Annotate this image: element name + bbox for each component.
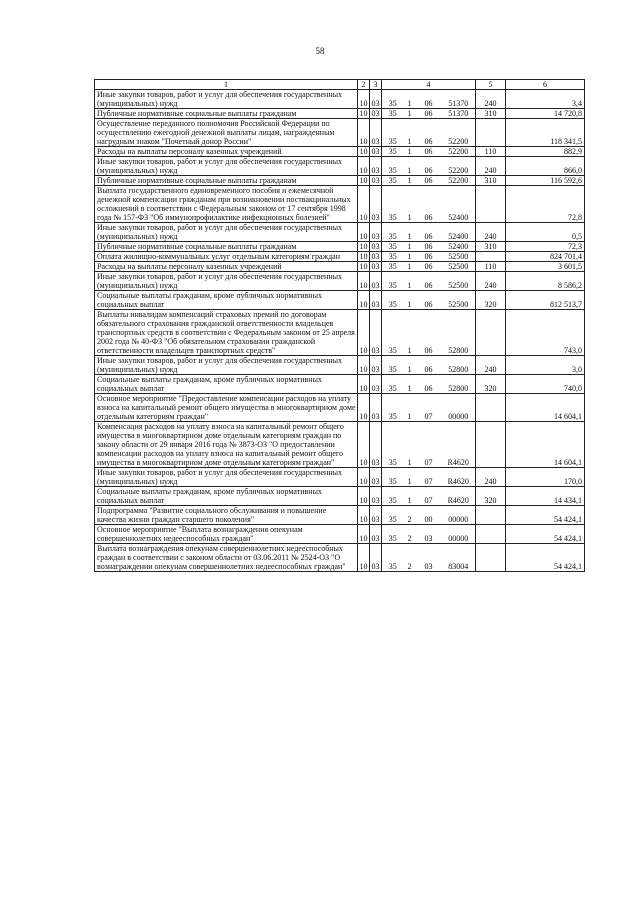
table-row [95, 310, 585, 356]
measure-code-cell: 06 [416, 109, 442, 119]
expense-type-cell [476, 506, 506, 525]
row-name-cell: Выплата вознаграждения опекунам совершеннолетних недееспособных граждан в соответствии с законом области от 03.06.2011 № 2524-ОЗ "О вознаграждении опекунам совершеннолетних недееспособных граждан" [95, 544, 358, 572]
direction-code-cell: 00000 [442, 506, 476, 525]
subsection-code-cell: 03 [371, 109, 380, 118]
direction-code-cell: 52800 [442, 375, 476, 394]
program-code-cell: 35 [382, 119, 404, 147]
page-number: 58 [315, 46, 325, 56]
subprogram-code-cell: 1 [404, 394, 416, 422]
amount-cell: 14 604,1 [506, 422, 585, 468]
measure-code-cell: 00 [416, 506, 442, 525]
section-code-cell: 10 [358, 394, 370, 422]
amount-cell: 866,0 [506, 157, 585, 176]
section-code-cell: 10 [358, 223, 370, 242]
direction-code-cell: 52500 [442, 252, 476, 262]
amount-cell: 14 434,1 [506, 487, 585, 506]
direction-code-cell: 52800 [442, 310, 476, 356]
program-code-cell: 35 [382, 525, 404, 544]
header-col-3: 3 [370, 80, 382, 90]
subsection-code-cell: 03 [370, 468, 382, 487]
row-name-cell: Публичные нормативные социальные выплаты гражданам [95, 242, 358, 252]
expense-type-cell: 320 [476, 291, 506, 310]
row-name-cell: Расходы на выплаты персоналу казенных учреждений [95, 262, 358, 272]
section-code-cell: 10 [359, 242, 368, 251]
direction-code-cell: 52400 [442, 223, 476, 242]
subsection-code-cell: 03 [370, 525, 382, 544]
expense-type-cell [476, 186, 506, 223]
measure-code-cell: 06 [416, 262, 442, 272]
program-code-cell: 35 [382, 310, 404, 356]
subprogram-code-cell: 1 [404, 176, 416, 186]
table-row [95, 525, 585, 544]
direction-code-cell: R4620 [442, 422, 476, 468]
subsection-code-cell: 03 [370, 394, 382, 422]
subsection-code-cell: 03 [371, 147, 380, 156]
direction-code-cell: 52200 [442, 157, 476, 176]
direction-code-cell: R4620 [442, 487, 476, 506]
program-code-cell: 35 [382, 422, 404, 468]
expense-type-cell: 320 [476, 487, 506, 506]
subsection-code-cell: 03 [370, 375, 382, 394]
expense-type-cell [476, 525, 506, 544]
subprogram-code-cell: 2 [404, 544, 416, 572]
expense-type-cell: 240 [476, 272, 506, 291]
amount-cell: 54 424,1 [506, 544, 585, 572]
subprogram-code-cell: 1 [404, 109, 416, 119]
program-code-cell: 35 [382, 262, 404, 272]
section-code-cell: 10 [358, 422, 370, 468]
expense-type-cell: 240 [476, 90, 506, 109]
section-code-cell: 10 [358, 468, 370, 487]
direction-code-cell: 52200 [442, 147, 476, 157]
subprogram-code-cell: 1 [404, 310, 416, 356]
section-code-cell: 10 [358, 544, 370, 572]
expense-type-cell [476, 310, 506, 356]
amount-cell: 3,4 [506, 90, 585, 109]
expense-type-cell: 110 [476, 147, 506, 157]
amount-cell: 8 586,2 [506, 272, 585, 291]
subprogram-code-cell: 1 [404, 223, 416, 242]
expense-type-cell [476, 422, 506, 468]
subprogram-code-cell: 1 [404, 252, 416, 262]
section-code-cell: 10 [358, 291, 370, 310]
program-code-cell: 35 [382, 157, 404, 176]
program-code-cell: 35 [382, 147, 404, 157]
direction-code-cell: 52500 [442, 272, 476, 291]
subsection-code-cell: 03 [370, 223, 382, 242]
table-row [95, 186, 585, 223]
program-code-cell: 35 [382, 468, 404, 487]
header-col-1: 1 [95, 80, 358, 90]
amount-cell: 54 424,1 [506, 525, 585, 544]
table-row [95, 487, 585, 506]
amount-cell: 743,0 [506, 310, 585, 356]
row-name-cell: Осуществление переданного полномочия Российской Федерации по осуществлению ежегодной денежной выплаты лицам, награжденным нагрудным знаком "Почетный донор России" [95, 119, 358, 147]
expense-type-cell: 240 [476, 468, 506, 487]
subprogram-code-cell: 1 [404, 90, 416, 109]
section-code-cell: 10 [358, 525, 370, 544]
subsection-code-cell: 03 [371, 252, 380, 261]
direction-code-cell: 51370 [442, 90, 476, 109]
measure-code-cell: 07 [416, 487, 442, 506]
subsection-code-cell: 03 [370, 90, 382, 109]
subsection-code-cell: 03 [370, 157, 382, 176]
measure-code-cell: 06 [416, 176, 442, 186]
program-code-cell: 35 [382, 291, 404, 310]
measure-code-cell: 06 [416, 186, 442, 223]
header-row [95, 80, 585, 90]
section-code-cell: 10 [358, 356, 370, 375]
subsection-code-cell: 03 [370, 506, 382, 525]
row-name-cell: Основное мероприятие "Выплата вознаграждения опекунам совершеннолетних недееспособных граждан" [95, 525, 358, 544]
table-row [95, 506, 585, 525]
table-row [95, 262, 585, 272]
direction-code-cell: 52400 [442, 242, 476, 252]
amount-cell: 116 592,6 [506, 176, 585, 186]
amount-cell: 3 601,5 [506, 262, 585, 272]
amount-cell: 14 720,8 [506, 109, 585, 119]
expense-type-cell: 240 [476, 223, 506, 242]
row-name-cell: Публичные нормативные социальные выплаты гражданам [95, 176, 358, 186]
measure-code-cell: 07 [416, 394, 442, 422]
subsection-code-cell: 03 [370, 310, 382, 356]
measure-code-cell: 06 [416, 242, 442, 252]
row-name-cell: Иные закупки товаров, работ и услуг для обеспечения государственных (муниципальных) нужд [95, 468, 358, 487]
expense-type-cell: 320 [476, 375, 506, 394]
subprogram-code-cell: 1 [404, 375, 416, 394]
direction-code-cell: 52200 [442, 119, 476, 147]
section-code-cell: 10 [358, 310, 370, 356]
direction-code-cell: 00000 [442, 394, 476, 422]
row-name-cell: Иные закупки товаров, работ и услуг для обеспечения государственных (муниципальных) нужд [95, 157, 358, 176]
section-code-cell: 10 [358, 157, 370, 176]
amount-cell: 54 424,1 [506, 506, 585, 525]
measure-code-cell: 06 [416, 252, 442, 262]
table-row [95, 119, 585, 147]
subprogram-code-cell: 2 [404, 525, 416, 544]
measure-code-cell: 06 [416, 356, 442, 375]
measure-code-cell: 07 [416, 468, 442, 487]
measure-code-cell: 06 [416, 272, 442, 291]
subprogram-code-cell: 1 [404, 272, 416, 291]
program-code-cell: 35 [382, 375, 404, 394]
amount-cell: 824 701,4 [506, 252, 585, 262]
section-code-cell: 10 [358, 119, 370, 147]
measure-code-cell: 06 [416, 157, 442, 176]
subsection-code-cell: 03 [371, 176, 380, 185]
direction-code-cell: 52500 [442, 291, 476, 310]
amount-cell: 170,0 [506, 468, 585, 487]
budget-table [94, 79, 585, 572]
table-row [95, 272, 585, 291]
subsection-code-cell: 03 [370, 272, 382, 291]
table-row [95, 176, 585, 186]
amount-cell: 882,9 [506, 147, 585, 157]
section-code-cell: 10 [358, 506, 370, 525]
amount-cell: 3,0 [506, 356, 585, 375]
table-row [95, 147, 585, 157]
direction-code-cell: 52200 [442, 176, 476, 186]
row-name-cell: Социальные выплаты гражданам, кроме публичных нормативных социальных выплат [95, 375, 358, 394]
subprogram-code-cell: 1 [404, 487, 416, 506]
section-code-cell: 10 [359, 109, 368, 118]
program-code-cell: 35 [382, 394, 404, 422]
subsection-code-cell: 03 [370, 487, 382, 506]
program-code-cell: 35 [382, 223, 404, 242]
table-row [95, 109, 585, 119]
measure-code-cell: 06 [416, 147, 442, 157]
subprogram-code-cell: 1 [404, 356, 416, 375]
subsection-code-cell: 03 [370, 544, 382, 572]
section-code-cell: 10 [358, 186, 370, 223]
direction-code-cell: 00000 [442, 525, 476, 544]
program-code-cell: 35 [382, 506, 404, 525]
direction-code-cell: 52800 [442, 356, 476, 375]
amount-cell: 118 341,5 [506, 119, 585, 147]
subsection-code-cell: 03 [370, 422, 382, 468]
subsection-code-cell: 03 [370, 291, 382, 310]
measure-code-cell: 06 [416, 119, 442, 147]
subprogram-code-cell: 1 [404, 157, 416, 176]
section-code-cell: 10 [358, 272, 370, 291]
expense-type-cell: 310 [476, 176, 506, 186]
table-row [95, 291, 585, 310]
subprogram-code-cell: 2 [404, 506, 416, 525]
program-code-cell: 35 [382, 90, 404, 109]
amount-cell: 740,0 [506, 375, 585, 394]
direction-code-cell: 83004 [442, 544, 476, 572]
expense-type-cell: 240 [476, 157, 506, 176]
section-code-cell: 10 [358, 487, 370, 506]
amount-cell: 72,8 [506, 186, 585, 223]
amount-cell: 812 513,7 [506, 291, 585, 310]
section-code-cell: 10 [358, 90, 370, 109]
table-row [95, 242, 585, 252]
program-code-cell: 35 [382, 242, 404, 252]
program-code-cell: 35 [382, 356, 404, 375]
direction-code-cell: 51370 [442, 109, 476, 119]
table-row [95, 468, 585, 487]
row-name-cell: Подпрограмма "Развитие социального обслуживания и повышение качества жизни граждан старшего поколения" [95, 506, 358, 525]
header-col-5: 5 [476, 80, 506, 90]
measure-code-cell: 03 [416, 525, 442, 544]
row-name-cell: Оплата жилищно-коммунальных услуг отдельным категориям граждан [95, 252, 358, 262]
subprogram-code-cell: 1 [404, 468, 416, 487]
program-code-cell: 35 [382, 176, 404, 186]
header-col-4: 4 [382, 80, 476, 90]
measure-code-cell: 06 [416, 310, 442, 356]
expense-type-cell [476, 394, 506, 422]
row-name-cell: Публичные нормативные социальные выплаты гражданам [95, 109, 358, 119]
section-code-cell: 10 [359, 262, 368, 271]
subsection-code-cell: 03 [370, 356, 382, 375]
table-row [95, 394, 585, 422]
amount-cell: 72,3 [506, 242, 585, 252]
measure-code-cell: 06 [416, 223, 442, 242]
amount-cell: 14 604,1 [506, 394, 585, 422]
subsection-code-cell: 03 [371, 242, 380, 251]
expense-type-cell: 240 [476, 356, 506, 375]
table-row [95, 544, 585, 572]
table-row [95, 252, 585, 262]
row-name-cell: Выплаты инвалидам компенсаций страховых премий по договорам обязательного страхования гражданской ответственности владельцев транспортных средств в соответствии с Федеральным законом от 25 апреля 2002 года № 40-ФЗ "Об обязательном страховании гражданской ответственности владельцев транспортных средств" [95, 310, 358, 356]
program-code-cell: 35 [382, 252, 404, 262]
measure-code-cell: 07 [416, 422, 442, 468]
program-code-cell: 35 [382, 272, 404, 291]
row-name-cell: Иные закупки товаров, работ и услуг для обеспечения государственных (муниципальных) нужд [95, 223, 358, 242]
section-code-cell: 10 [359, 176, 368, 185]
direction-code-cell: R4620 [442, 468, 476, 487]
measure-code-cell: 06 [416, 375, 442, 394]
expense-type-cell [476, 252, 506, 262]
program-code-cell: 35 [382, 186, 404, 223]
amount-cell: 0,5 [506, 223, 585, 242]
row-name-cell: Компенсация расходов на уплату взноса на капитальный ремонт общего имущества в многоквартирном доме отдельным категориям граждан по закону области от 29 января 2016 года № 3873-ОЗ "О предоставлении компенсации расходов на уплату взноса на капитальный ремонт общего имущества в многоквартирном доме отдельным категориям граждан" [95, 422, 358, 468]
subprogram-code-cell: 1 [404, 262, 416, 272]
program-code-cell: 35 [382, 544, 404, 572]
table-body [95, 90, 585, 572]
direction-code-cell: 52400 [442, 186, 476, 223]
expense-type-cell: 310 [476, 109, 506, 119]
measure-code-cell: 03 [416, 544, 442, 572]
section-code-cell: 10 [358, 375, 370, 394]
expense-type-cell [476, 119, 506, 147]
subprogram-code-cell: 1 [404, 186, 416, 223]
subsection-code-cell: 03 [370, 119, 382, 147]
subsection-code-cell: 03 [370, 186, 382, 223]
direction-code-cell: 52500 [442, 262, 476, 272]
measure-code-cell: 06 [416, 291, 442, 310]
row-name-cell: Социальные выплаты гражданам, кроме публичных нормативных социальных выплат [95, 291, 358, 310]
table-row [95, 375, 585, 394]
header-col-6: 6 [506, 80, 585, 90]
row-name-cell: Основное мероприятие "Предоставление компенсации расходов на уплату взноса на капитальный ремонт общего имущества в многоквартирном доме отдельным категориям граждан" [95, 394, 358, 422]
table-row [95, 356, 585, 375]
section-code-cell: 10 [359, 147, 368, 156]
subsection-code-cell: 03 [371, 262, 380, 271]
section-code-cell: 10 [359, 252, 368, 261]
subprogram-code-cell: 1 [404, 119, 416, 147]
subprogram-code-cell: 1 [404, 242, 416, 252]
measure-code-cell: 06 [416, 90, 442, 109]
table-row [95, 422, 585, 468]
row-name-cell: Выплата государственного единовременного пособия и ежемесячной денежной компенсации гражданам при возникновении поствакцинальных осложнений в соответствии с Федеральным законом от 17 сентября 1998 года № 157-ФЗ "Об иммунопрофилактике инфекционных болезней" [95, 186, 358, 223]
program-code-cell: 35 [382, 109, 404, 119]
row-name-cell: Расходы на выплаты персоналу казенных учреждений [95, 147, 358, 157]
row-name-cell: Иные закупки товаров, работ и услуг для обеспечения государственных (муниципальных) нужд [95, 356, 358, 375]
expense-type-cell [476, 544, 506, 572]
header-col-2: 2 [358, 80, 370, 90]
table-row [95, 90, 585, 109]
subprogram-code-cell: 1 [404, 422, 416, 468]
table-row [95, 223, 585, 242]
expense-type-cell: 310 [476, 242, 506, 252]
program-code-cell: 35 [382, 487, 404, 506]
row-name-cell: Социальные выплаты гражданам, кроме публичных нормативных социальных выплат [95, 487, 358, 506]
row-name-cell: Иные закупки товаров, работ и услуг для обеспечения государственных (муниципальных) нужд [95, 90, 358, 109]
row-name-cell: Иные закупки товаров, работ и услуг для обеспечения государственных (муниципальных) нужд [95, 272, 358, 291]
table-row [95, 157, 585, 176]
expense-type-cell: 110 [476, 262, 506, 272]
subprogram-code-cell: 1 [404, 291, 416, 310]
subprogram-code-cell: 1 [404, 147, 416, 157]
